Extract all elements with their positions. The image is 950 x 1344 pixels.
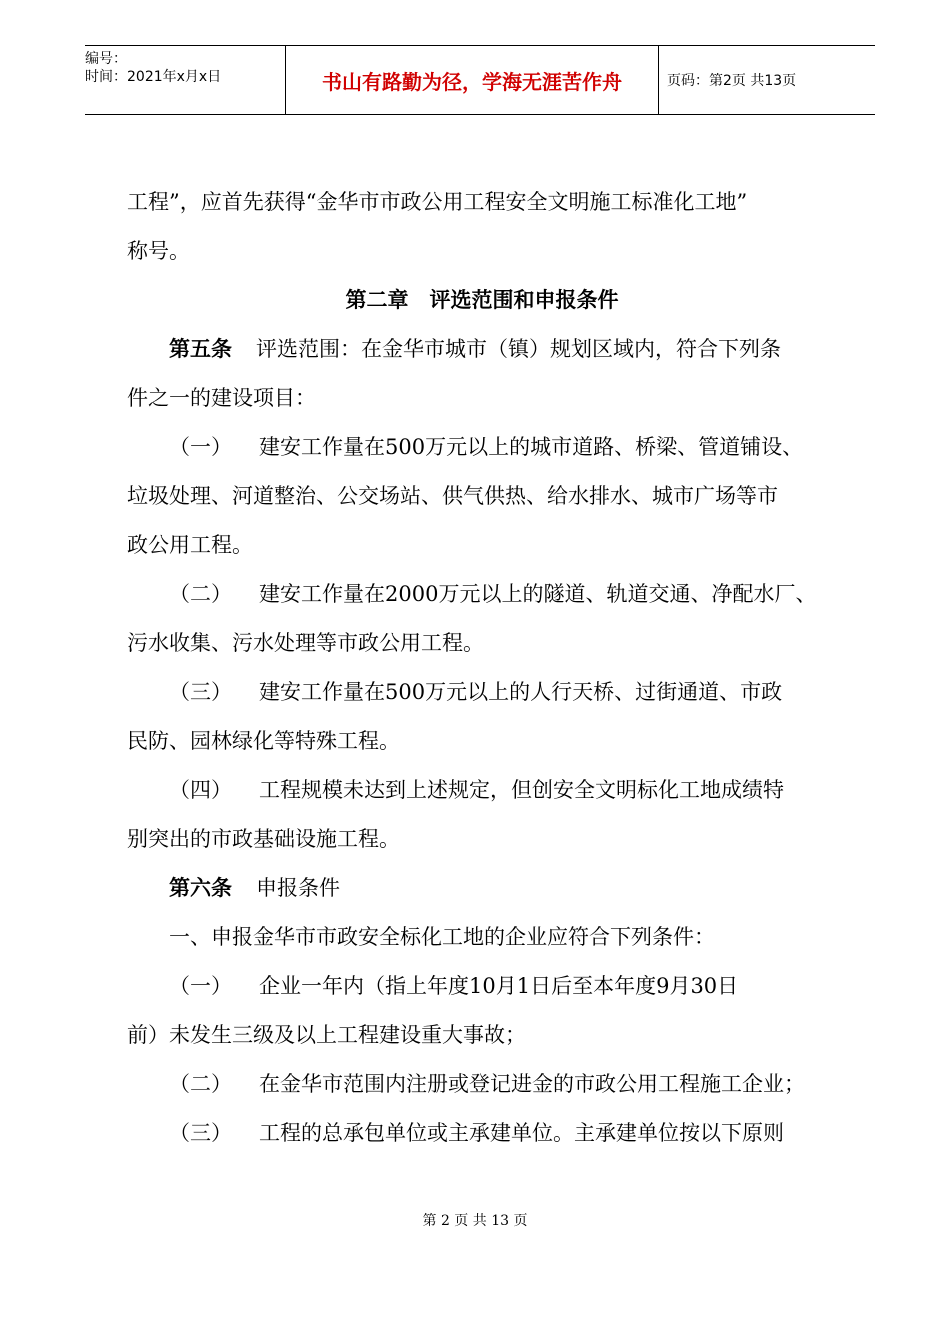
item-number: （三） (169, 1121, 232, 1145)
paragraph-line: 件之一的建设项目： (127, 386, 316, 410)
header-motto: 书山有路勤为径，学海无涯苦作舟 (285, 46, 659, 114)
paragraph-line: 民防、园林绿化等特殊工程。 (127, 729, 400, 753)
item-number: （一） (169, 974, 232, 998)
page-footer: 第 2 页 共 13 页 (422, 1213, 528, 1229)
header-meta (85, 46, 285, 114)
paragraph-line: 别突出的市政基础设施工程。 (127, 827, 400, 851)
item-number: （二） (169, 1072, 232, 1096)
scope-item-3 (127, 668, 837, 717)
item-text: 建安工作量在500万元以上的城市道路、桥梁、管道铺设、 (259, 435, 804, 459)
article-5-text: 评选范围：在金华市城市（镇）规划区域内，符合下列条 (256, 337, 781, 361)
condition-item-2 (127, 1060, 837, 1109)
item-text: 建安工作量在500万元以上的人行天桥、过街通道、市政 (259, 680, 783, 704)
article-6-label: 第六条 (169, 876, 232, 900)
page-header (85, 45, 875, 115)
item-number: （二） (169, 582, 232, 606)
item-number: （一） (169, 435, 232, 459)
scope-item-2 (127, 570, 837, 619)
condition-item-3 (127, 1109, 837, 1158)
paragraph-line: 政公用工程。 (127, 533, 253, 557)
item-number: （四） (169, 778, 232, 802)
item-text: 工程的总承包单位或主承建单位。主承建单位按以下原则 (259, 1121, 784, 1145)
paragraph-line: 称号。 (127, 239, 190, 263)
condition-item-1 (127, 962, 837, 1011)
item-text: 工程规模未达到上述规定，但创安全文明标化工地成绩特 (259, 778, 784, 802)
article-5-label: 第五条 (169, 337, 232, 361)
chapter-heading: 第二章 评选范围和申报条件 (345, 288, 619, 312)
item-text: 建安工作量在2000万元以上的隧道、轨道交通、净配水厂、 (259, 582, 817, 606)
article-5 (127, 325, 837, 374)
conditions-intro: 一、申报金华市市政安全标化工地的企业应符合下列条件： (169, 925, 715, 949)
scope-item-4 (127, 766, 837, 815)
article-6-text: 申报条件 (256, 876, 340, 900)
article-6 (127, 864, 837, 913)
header-page-info: 页码：第2页 共13页 (667, 73, 797, 89)
time-label: 时间：2021年x月x日 (85, 69, 222, 85)
item-text: 在金华市范围内注册或登记进金的市政公用工程施工企业； (259, 1072, 805, 1096)
serial-label: 编号： (85, 51, 127, 67)
item-number: （三） (169, 680, 232, 704)
paragraph-line: 垃圾处理、河道整治、公交场站、供气供热、给水排水、城市广场等市 (127, 484, 778, 508)
scope-item-1 (127, 423, 837, 472)
paragraph-line: 污水收集、污水处理等市政公用工程。 (127, 631, 484, 655)
item-text: 企业一年内（指上年度10月1日后至本年度9月30日 (259, 974, 739, 998)
paragraph-line: 工程”，应首先获得“金华市市政公用工程安全文明施工标准化工地” (127, 190, 748, 214)
paragraph-line: 前）未发生三级及以上工程建设重大事故； (127, 1023, 526, 1047)
document-body (127, 178, 837, 1158)
